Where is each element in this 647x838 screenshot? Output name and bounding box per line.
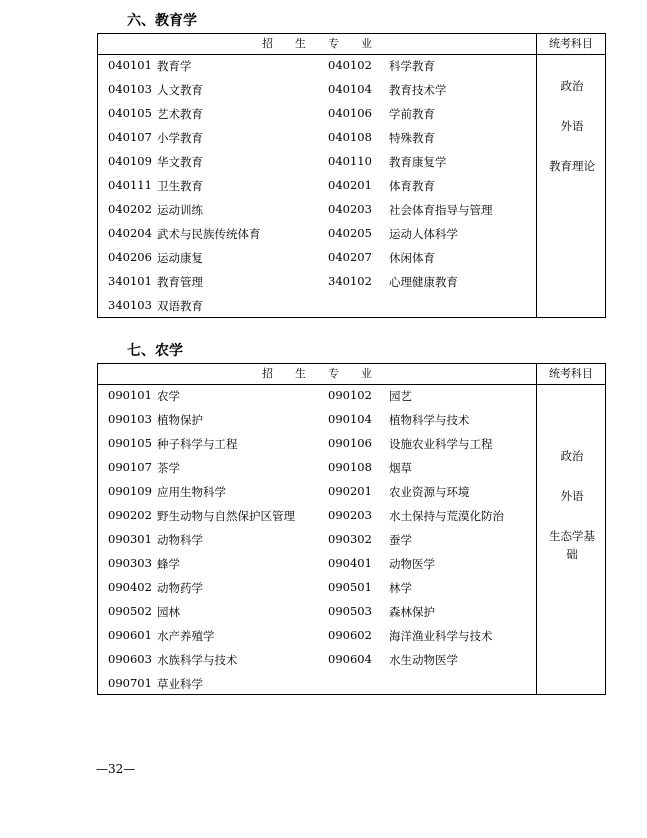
major-name: 种子科学与工程 <box>157 437 238 451</box>
major-code: 340101 <box>108 274 152 288</box>
header-major: 招生专业 <box>262 367 394 380</box>
major-code: 040110 <box>328 154 372 168</box>
major-name: 体育教育 <box>389 179 435 193</box>
major-name: 林学 <box>389 581 412 595</box>
major-name: 水生动物医学 <box>389 653 458 667</box>
major-name: 科学教育 <box>389 59 435 73</box>
major-code: 090501 <box>328 580 372 594</box>
exam-subject: 础 <box>566 547 578 561</box>
major-name: 教育技术学 <box>389 83 447 97</box>
major-name: 植物科学与技术 <box>389 413 470 427</box>
table-row <box>98 246 536 270</box>
table-row <box>98 600 536 624</box>
major-code: 090202 <box>108 508 152 522</box>
major-name: 园艺 <box>389 389 412 403</box>
table-row <box>98 552 536 576</box>
major-code: 040204 <box>108 226 152 240</box>
major-code: 090201 <box>328 484 372 498</box>
major-name: 运动人体科学 <box>389 227 458 241</box>
table-row <box>98 78 536 102</box>
header-exam: 统考科目 <box>549 367 593 380</box>
major-code: 040101 <box>108 58 152 72</box>
header-exam: 统考科目 <box>549 37 593 50</box>
major-name: 野生动物与自然保护区管理 <box>157 509 295 523</box>
major-code: 340103 <box>108 298 152 312</box>
exam-subject: 政治 <box>560 449 584 463</box>
major-name: 烟草 <box>389 461 412 475</box>
major-name: 社会体育指导与管理 <box>389 203 493 217</box>
major-name: 特殊教育 <box>389 131 435 145</box>
table-header <box>98 34 605 55</box>
major-code: 090101 <box>108 388 152 402</box>
major-name: 动物科学 <box>157 533 203 547</box>
major-name: 卫生教育 <box>157 179 203 193</box>
major-name: 应用生物科学 <box>157 485 226 499</box>
table-row <box>98 54 536 78</box>
major-code: 090106 <box>328 436 372 450</box>
major-name: 水土保持与荒漠化防治 <box>389 509 504 523</box>
table-header <box>98 364 605 385</box>
major-code: 090502 <box>108 604 152 618</box>
table-row <box>98 150 536 174</box>
major-code: 040203 <box>328 202 372 216</box>
major-code: 090604 <box>328 652 372 666</box>
major-code: 040108 <box>328 130 372 144</box>
major-code: 090108 <box>328 460 372 474</box>
majors-table <box>97 33 606 318</box>
major-code: 040207 <box>328 250 372 264</box>
exam-subject: 外语 <box>560 489 584 503</box>
major-code: 040111 <box>108 178 152 192</box>
table-row <box>98 504 536 528</box>
major-name: 农业资源与环境 <box>389 485 470 499</box>
major-code: 090303 <box>108 556 152 570</box>
table-row <box>98 222 536 246</box>
major-name: 水产养殖学 <box>157 629 215 643</box>
major-code: 040206 <box>108 250 152 264</box>
major-name: 双语教育 <box>157 299 203 313</box>
major-name: 人文教育 <box>157 83 203 97</box>
major-code: 090109 <box>108 484 152 498</box>
major-name: 教育康复学 <box>389 155 447 169</box>
major-code: 040102 <box>328 58 372 72</box>
major-code: 040205 <box>328 226 372 240</box>
major-name: 动物医学 <box>389 557 435 571</box>
header-major: 招生专业 <box>262 37 394 50</box>
major-name: 艺术教育 <box>157 107 203 121</box>
table-row <box>98 624 536 648</box>
table-row <box>98 648 536 672</box>
major-code: 090503 <box>328 604 372 618</box>
table-row <box>98 174 536 198</box>
major-code: 040201 <box>328 178 372 192</box>
section-title: 七、农学 <box>127 343 183 359</box>
exam-subject: 政治 <box>560 79 584 93</box>
major-code: 090103 <box>108 412 152 426</box>
major-name: 草业科学 <box>157 677 203 691</box>
table-row <box>98 528 536 552</box>
major-code: 090301 <box>108 532 152 546</box>
major-name: 水族科学与技术 <box>157 653 238 667</box>
major-name: 教育管理 <box>157 275 203 289</box>
major-name: 设施农业科学与工程 <box>389 437 493 451</box>
major-name: 农学 <box>157 389 180 403</box>
major-code: 090601 <box>108 628 152 642</box>
major-code: 040202 <box>108 202 152 216</box>
major-name: 园林 <box>157 605 180 619</box>
major-code: 090701 <box>108 676 152 690</box>
majors-table <box>97 363 606 695</box>
major-code: 040106 <box>328 106 372 120</box>
major-code: 090302 <box>328 532 372 546</box>
major-code: 090401 <box>328 556 372 570</box>
major-name: 小学教育 <box>157 131 203 145</box>
major-name: 蜂学 <box>157 557 180 571</box>
major-name: 武术与民族传统体育 <box>157 227 261 241</box>
major-code: 040103 <box>108 82 152 96</box>
table-row <box>98 126 536 150</box>
major-code: 040107 <box>108 130 152 144</box>
table-row <box>98 480 536 504</box>
major-name: 心理健康教育 <box>389 275 458 289</box>
major-name: 植物保护 <box>157 413 203 427</box>
major-name: 运动训练 <box>157 203 203 217</box>
major-name: 海洋渔业科学与技术 <box>389 629 493 643</box>
major-name: 森林保护 <box>389 605 435 619</box>
table-row <box>98 456 536 480</box>
page-number: —32— <box>96 762 136 776</box>
table-row <box>98 270 536 294</box>
major-code: 090102 <box>328 388 372 402</box>
table-row <box>98 672 536 696</box>
exam-subject: 外语 <box>560 119 584 133</box>
major-name: 动物药学 <box>157 581 203 595</box>
table-row <box>98 576 536 600</box>
column-divider <box>536 34 537 317</box>
major-code: 090203 <box>328 508 372 522</box>
exam-subject: 生态学基 <box>549 529 595 543</box>
table-row <box>98 198 536 222</box>
major-code: 090105 <box>108 436 152 450</box>
section-title: 六、教育学 <box>127 13 197 29</box>
major-code: 040109 <box>108 154 152 168</box>
table-row <box>98 294 536 318</box>
major-code: 090602 <box>328 628 372 642</box>
exam-subject: 教育理论 <box>549 159 595 173</box>
major-code: 090402 <box>108 580 152 594</box>
major-name: 学前教育 <box>389 107 435 121</box>
table-row <box>98 408 536 432</box>
major-name: 教育学 <box>157 59 192 73</box>
major-code: 090603 <box>108 652 152 666</box>
major-code: 090107 <box>108 460 152 474</box>
major-code: 340102 <box>328 274 372 288</box>
major-name: 华文教育 <box>157 155 203 169</box>
major-name: 运动康复 <box>157 251 203 265</box>
major-code: 090104 <box>328 412 372 426</box>
major-code: 040104 <box>328 82 372 96</box>
major-name: 茶学 <box>157 461 180 475</box>
table-row <box>98 432 536 456</box>
major-code: 040105 <box>108 106 152 120</box>
table-row <box>98 102 536 126</box>
table-row <box>98 384 536 408</box>
major-name: 休闲体育 <box>389 251 435 265</box>
major-name: 蚕学 <box>389 533 412 547</box>
